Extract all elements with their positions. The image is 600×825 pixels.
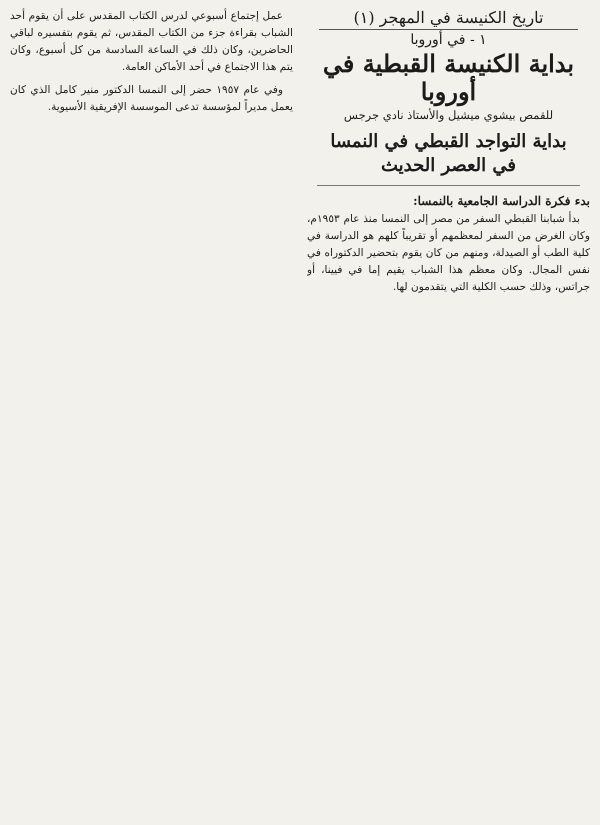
main-headline: بداية الكنيسة القبطية في أوروبا xyxy=(322,49,575,106)
byline: للقمص بيشوي ميشيل والأستاذ نادي جرجس xyxy=(343,108,554,123)
series-title: تاريخ الكنيسة في المهجر (١) xyxy=(319,8,578,30)
sub-series-title: ١ - في أوروبا xyxy=(410,32,487,48)
paragraph-r1: بدأ شبابنا القبطي السفر من مصر إلى النمسا منذ عام ١٩٥٣م، وكان الغرض من السفر لمعظمهم أو تقريباً كلهم هو الدراسة في كلية الطب أو الصيدلة، ومنهم من كان يقوم بتحضير الدكتوراه في نفس المجال. وكان معظم هذا الشباب يقيم إما في فيينا، أو جراتس، وذلك حسب الكلية التي يتقدمون لها. xyxy=(307,212,590,294)
section-title: بدء فكرة الدراسة الجامعية بالنمسا: xyxy=(413,193,590,208)
left-column xyxy=(10,8,293,819)
right-column xyxy=(307,8,590,819)
paragraph-l1: عمل إجتماع أسبوعي لدرس الكتاب المقدس على أن يقوم أحد الشباب بقراءة جزء من الكتاب المقدس، ثم يقوم بتفسيره لباقي الحاضرين، وكان ذلك في الساعة السادسة من كل أسبوع، وكان يتم هذا الاجتماع في أحد الأماكن العامة. xyxy=(10,10,293,74)
box-title: بداية التواجد القبطي في النمسا في العصر الحديث xyxy=(317,128,580,186)
columns xyxy=(10,8,590,819)
paragraph-l2: وفي عام ١٩٥٧ حضر إلى النمسا الدكتور منير كامل الذي كان يعمل مديراً لمؤسسة تدعى الموسسة الإفريقية الأسيوية. xyxy=(10,83,293,113)
